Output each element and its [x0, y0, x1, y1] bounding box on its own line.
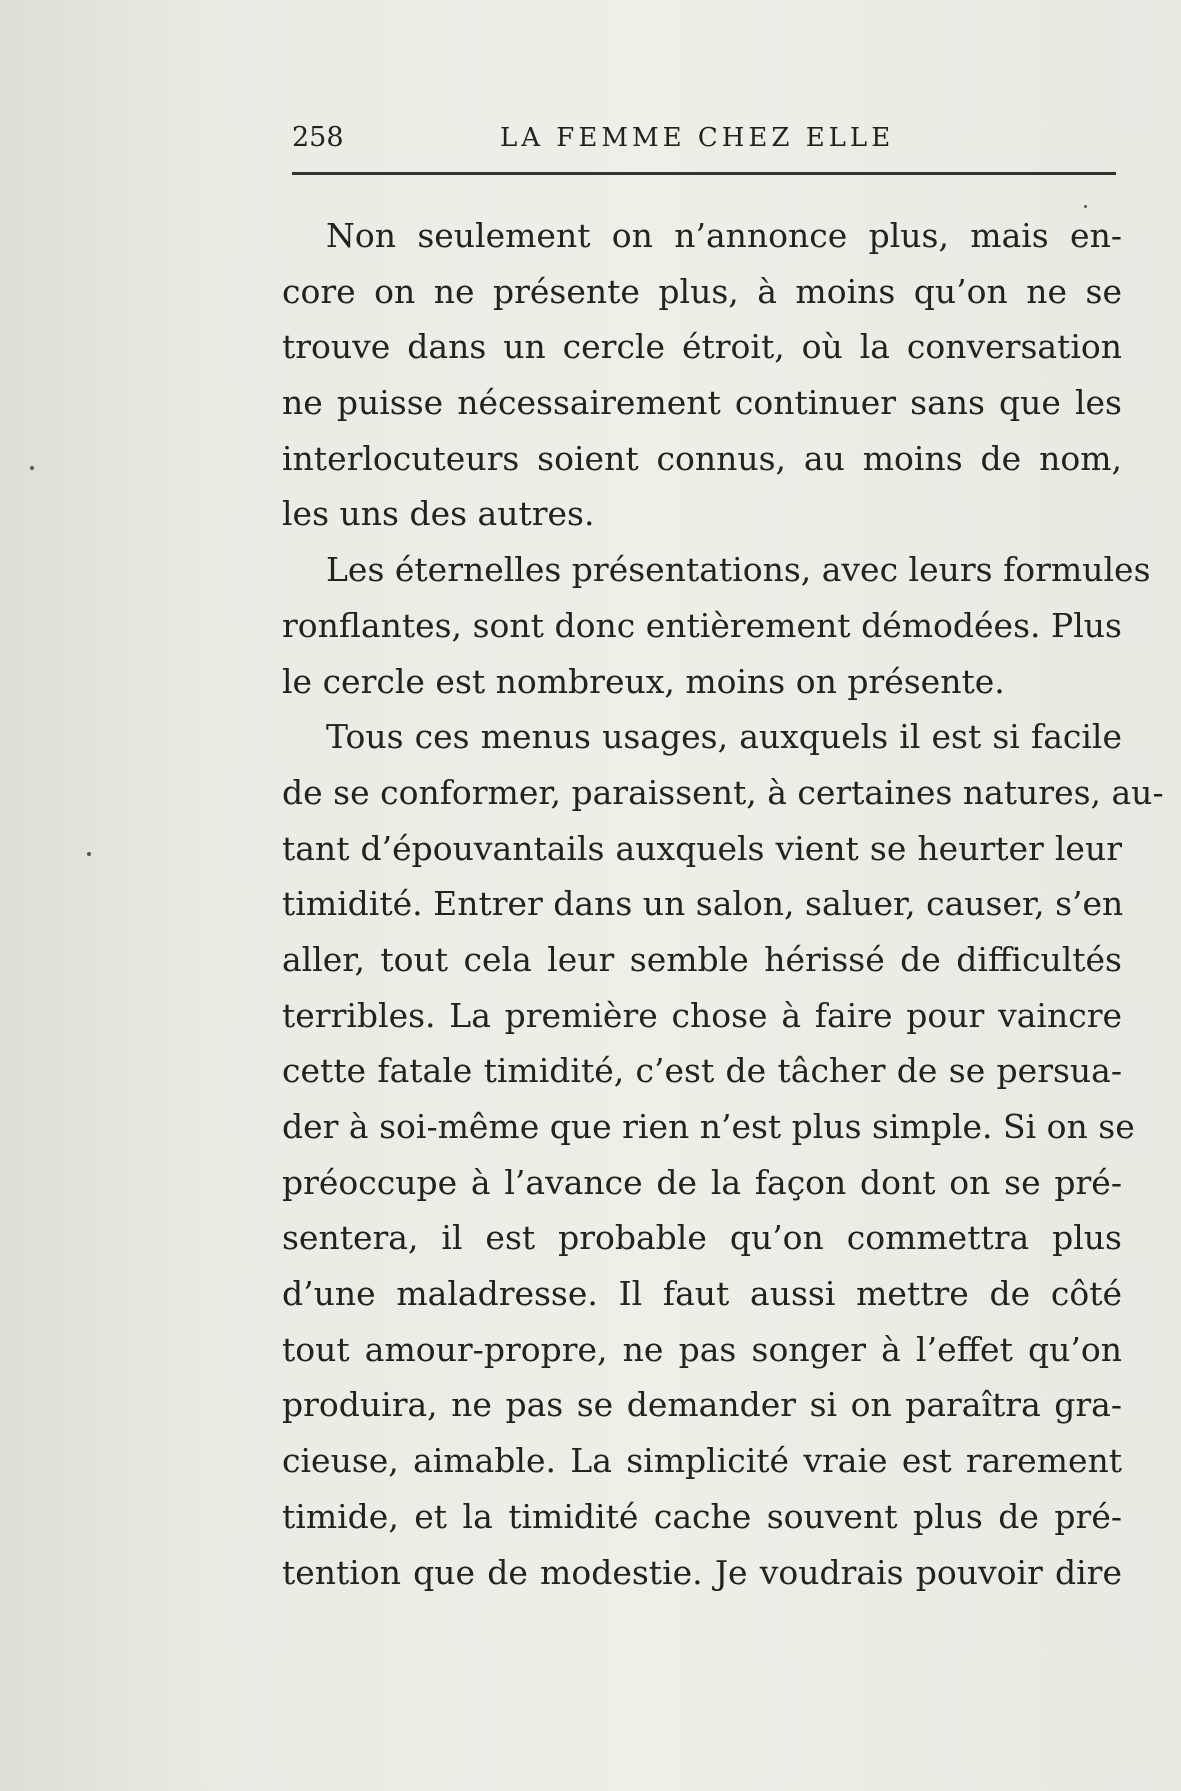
text-line: ronflantes, sont donc entièrement démodées. Plus [282, 605, 1122, 645]
text-line: le cercle est nombreux, moins on présente. [282, 661, 1005, 701]
text-line: tant d’épouvantails auxquels vient se heurter leur [282, 828, 1122, 868]
text-line: Tous ces menus usages, auxquels il est si facile [326, 717, 1122, 757]
text-line: timide, et la timidité cache souvent plus de pré- [282, 1496, 1122, 1536]
text-line: d’une maladresse. Il faut aussi mettre de côté [282, 1274, 1122, 1314]
text-line: tout amour-propre, ne pas songer à l’effet qu’on [282, 1329, 1122, 1369]
book-title: LA FEMME CHEZ ELLE [500, 123, 895, 153]
paper-speck [30, 466, 34, 470]
paper-speck [87, 852, 91, 856]
text-line: préoccupe à l’avance de la façon dont on se pré- [282, 1162, 1122, 1202]
text-line: tention que de modestie. Je voudrais pouvoir dire [282, 1552, 1122, 1592]
text-line: les uns des autres. [282, 494, 595, 534]
text-line: produira, ne pas se demander si on paraîtra gra- [282, 1385, 1122, 1425]
header-rule [292, 172, 1116, 175]
body-text [282, 208, 1164, 1600]
text-line: core on ne présente plus, à moins qu’on ne se [282, 271, 1122, 311]
text-line: timidité. Entrer dans un salon, saluer, causer, s’en [282, 884, 1124, 924]
text-line: ne puisse nécessairement continuer sans que les [282, 383, 1122, 423]
text-line: sentera, il est probable qu’on commettra plus [282, 1218, 1122, 1258]
text-line: trouve dans un cercle étroit, où la conversation [282, 327, 1122, 367]
text-line: Non seulement on n’annonce plus, mais en- [326, 216, 1122, 255]
running-head [292, 118, 1116, 158]
text-line: aller, tout cela leur semble hérissé de difficultés [282, 939, 1122, 979]
text-line: de se conformer, paraissent, à certaines natures, au- [282, 772, 1164, 812]
page-number: 258 [292, 122, 344, 153]
text-line: der à soi-même que rien n’est plus simple. Si on se [282, 1107, 1135, 1146]
text-line: cette fatale timidité, c’est de tâcher de se persua- [282, 1051, 1122, 1091]
paper-speck [1084, 205, 1087, 208]
text-line: terribles. La première chose à faire pour vaincre [282, 995, 1122, 1035]
text-line: interlocuteurs soient connus, au moins de nom, [282, 438, 1122, 478]
text-line: Les éternelles présentations, avec leurs formules [326, 550, 1151, 590]
text-line: cieuse, aimable. La simplicité vraie est rarement [282, 1441, 1122, 1481]
